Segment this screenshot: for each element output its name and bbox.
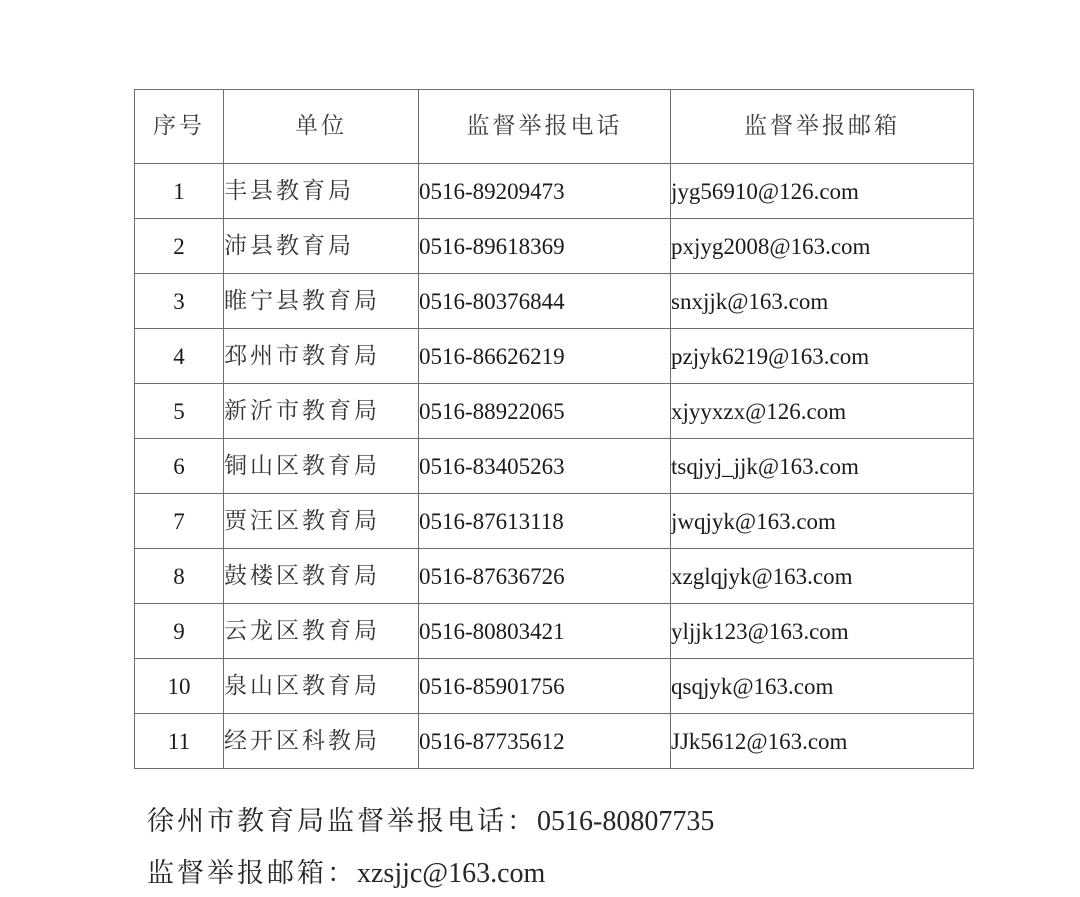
table-row [135, 549, 974, 604]
row-email-cell: yljjk123@163.com [671, 604, 974, 659]
table-row [135, 329, 974, 384]
table-row [135, 604, 974, 659]
footer-email-label: 监督举报邮箱： [147, 858, 357, 889]
row-index-cell: 7 [135, 494, 224, 549]
footer-email-value: xzsjjc@163.com [357, 858, 546, 889]
row-phone-cell: 0516-80803421 [419, 604, 671, 659]
table-row [135, 439, 974, 494]
row-unit-cell: 丰县教育局 [224, 164, 419, 219]
header-phone: 监督举报电话 [419, 90, 671, 164]
header-unit: 单位 [224, 90, 419, 164]
row-unit-cell: 睢宁县教育局 [224, 274, 419, 329]
table-row [135, 384, 974, 439]
row-email-cell: jyg56910@126.com [671, 164, 974, 219]
header-email: 监督举报邮箱 [671, 90, 974, 164]
row-phone-cell: 0516-88922065 [419, 384, 671, 439]
row-unit-cell: 鼓楼区教育局 [224, 549, 419, 604]
row-phone-cell: 0516-87735612 [419, 714, 671, 769]
table-row [135, 659, 974, 714]
row-phone-cell: 0516-89209473 [419, 164, 671, 219]
row-unit-cell: 新沂市教育局 [224, 384, 419, 439]
row-phone-cell: 0516-85901756 [419, 659, 671, 714]
row-index-cell: 1 [135, 164, 224, 219]
row-phone-cell: 0516-87636726 [419, 549, 671, 604]
row-email-cell: qsqjyk@163.com [671, 659, 974, 714]
row-email-cell: xjyyxzx@126.com [671, 384, 974, 439]
row-phone-cell: 0516-83405263 [419, 439, 671, 494]
row-phone-cell: 0516-80376844 [419, 274, 671, 329]
row-index-cell: 2 [135, 219, 224, 274]
row-unit-cell: 铜山区教育局 [224, 439, 419, 494]
row-email-cell: jwqjyk@163.com [671, 494, 974, 549]
row-unit-cell: 贾汪区教育局 [224, 494, 419, 549]
table-row [135, 494, 974, 549]
row-index-cell: 4 [135, 329, 224, 384]
row-unit-cell: 沛县教育局 [224, 219, 419, 274]
row-index-cell: 8 [135, 549, 224, 604]
row-index-cell: 9 [135, 604, 224, 659]
table-body [135, 164, 974, 769]
row-unit-cell: 邳州市教育局 [224, 329, 419, 384]
row-phone-cell: 0516-87613118 [419, 494, 671, 549]
table-row [135, 714, 974, 769]
row-phone-cell: 0516-89618369 [419, 219, 671, 274]
row-email-cell: xzglqjyk@163.com [671, 549, 974, 604]
table-row [135, 274, 974, 329]
row-index-cell: 10 [135, 659, 224, 714]
table-row [135, 219, 974, 274]
report-contact-table [134, 89, 974, 769]
row-unit-cell: 泉山区教育局 [224, 659, 419, 714]
table-row [135, 164, 974, 219]
row-phone-cell: 0516-86626219 [419, 329, 671, 384]
header-index: 序号 [135, 90, 224, 164]
row-unit-cell: 云龙区教育局 [224, 604, 419, 659]
footer-phone-line [147, 799, 714, 838]
row-email-cell: snxjjk@163.com [671, 274, 974, 329]
row-email-cell: pzjyk6219@163.com [671, 329, 974, 384]
row-email-cell: JJk5612@163.com [671, 714, 974, 769]
row-email-cell: tsqjyj_jjk@163.com [671, 439, 974, 494]
table-header-row [135, 90, 974, 164]
footer-email-line [147, 851, 545, 890]
row-index-cell: 11 [135, 714, 224, 769]
row-index-cell: 5 [135, 384, 224, 439]
row-unit-cell: 经开区科教局 [224, 714, 419, 769]
row-index-cell: 3 [135, 274, 224, 329]
footer-phone-label: 徐州市教育局监督举报电话： [147, 806, 537, 837]
footer-phone-value: 0516-80807735 [537, 806, 715, 837]
row-email-cell: pxjyg2008@163.com [671, 219, 974, 274]
row-index-cell: 6 [135, 439, 224, 494]
